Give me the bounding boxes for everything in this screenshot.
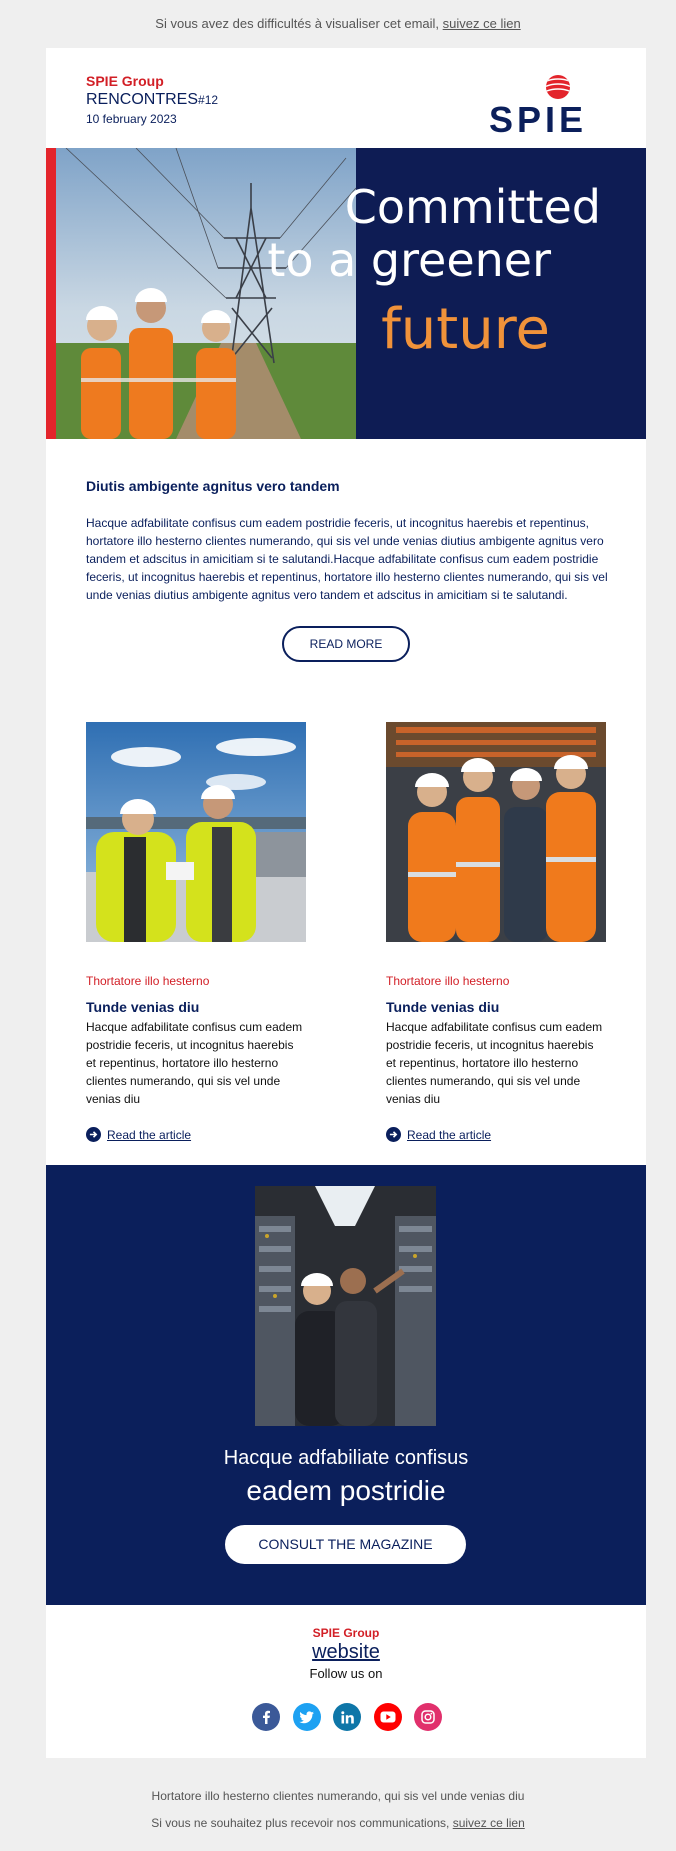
social-links [252, 1703, 442, 1731]
article-kicker: Thortatore illo hesterno [386, 974, 510, 988]
feature-title: Diutis ambigente agnitus vero tandem [86, 478, 340, 494]
promo-line-2: eadem postridie [246, 1475, 446, 1506]
youtube-icon[interactable] [374, 1703, 402, 1731]
issue-number: #12 [198, 93, 219, 107]
hero-banner [46, 148, 646, 439]
footer-brand: SPIE Group [312, 1626, 380, 1640]
magazine-promo [46, 1165, 646, 1605]
article-card [386, 722, 606, 1142]
read-article-label: Read the article [107, 1127, 192, 1142]
article-image [386, 722, 606, 942]
article-kicker: Thortatore illo hesterno [86, 974, 210, 988]
unsubscribe-line [0, 1816, 676, 1830]
article-card [86, 722, 306, 1142]
newsletter-card [46, 48, 646, 1165]
hero-line-1: Committed [344, 180, 601, 234]
spie-logo[interactable] [470, 74, 606, 136]
consult-magazine-button[interactable]: CONSULT THE MAGAZINE [225, 1525, 466, 1564]
hero-line-2: to a greener [267, 233, 551, 287]
hero-line-3: future [381, 297, 550, 362]
issue-date: 10 february 2023 [86, 112, 177, 126]
brand-name: SPIE Group [86, 73, 164, 89]
instagram-icon[interactable] [414, 1703, 442, 1731]
footer-card [46, 1605, 646, 1758]
newsletter-header [46, 48, 646, 148]
unsubscribe-text: Si vous ne souhaitez plus recevoir nos communications, [151, 1816, 453, 1830]
read-article-link[interactable] [386, 1127, 606, 1142]
feature-body: Hacque adfabilitate confisus cum eadem postridie feceris, ut incognitus haerebis et repentinus, hortatore illo hesterno clientes numerando, qui sis vel unde venias diutius ambigente agnitus vero tandem et adscitus in amicitiam si te salutandi.Hacque adfabilitate confisus cum eadem postridie feceris, ut incognitus haerebis et repentinus, hortatore illo hesterno clientes numerando, qui sis vel unde venias diutius ambigente agnitus vero tandem et adscitus in amicitiam si te salutandi. [86, 516, 608, 602]
promo-image [255, 1186, 436, 1426]
read-more-button[interactable]: READ MORE [282, 626, 410, 662]
article-title: Tunde venias diu [86, 999, 200, 1015]
article-image [86, 722, 306, 942]
preheader-link[interactable]: suivez ce lien [442, 16, 521, 31]
legal-text: Hortatore illo hesterno clientes numerando, qui sis vel unde venias diu [151, 1789, 525, 1803]
issue-title [86, 91, 218, 109]
read-article-link[interactable] [86, 1127, 306, 1142]
svg-text:SPIE: SPIE [488, 99, 588, 136]
linkedin-icon[interactable] [333, 1703, 361, 1731]
arrow-right-icon [86, 1127, 101, 1142]
website-link[interactable]: website [312, 1641, 380, 1663]
twitter-icon[interactable] [293, 1703, 321, 1731]
article-title: Tunde venias diu [386, 999, 500, 1015]
follow-us-label: Follow us on [309, 1666, 383, 1681]
arrow-right-icon [386, 1127, 401, 1142]
preheader-text: Si vous avez des difficultés à visualiser cet email, [155, 16, 443, 31]
article-body: Hacque adfabilitate confisus cum eadem postridie feceris, ut incognitus haerebis et repentinus, hortatore illo hesterno clientes numerando, qui sis vel unde venias diu [386, 1020, 603, 1106]
facebook-icon[interactable] [252, 1703, 280, 1731]
unsubscribe-link[interactable]: suivez ce lien [452, 1816, 525, 1830]
promo-line-1: Hacque adfabiliate confisus [223, 1447, 469, 1469]
read-article-label: Read the article [407, 1127, 492, 1142]
issue-name: RENCONTRES [86, 91, 199, 108]
article-body: Hacque adfabilitate confisus cum eadem postridie feceris, ut incognitus haerebis et repentinus, hortatore illo hesterno clientes numerando, qui sis vel unde venias diu [86, 1020, 303, 1106]
preheader [0, 16, 676, 31]
